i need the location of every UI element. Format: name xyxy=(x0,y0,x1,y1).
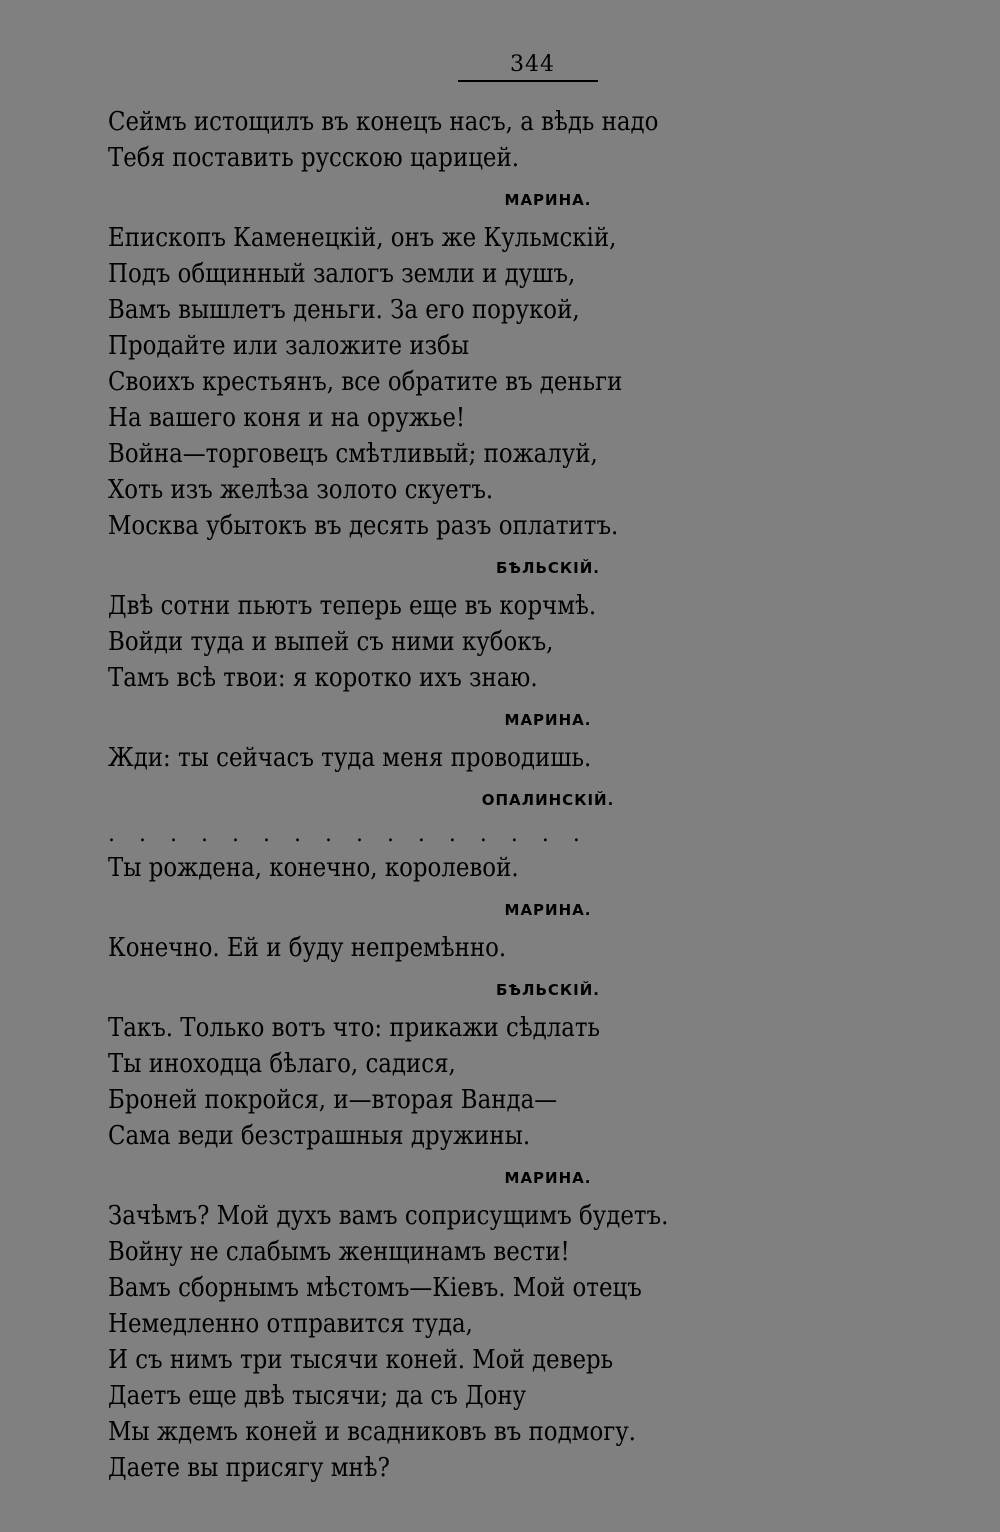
verse-line: Тамъ всѣ твои: я коротко ихъ знаю. xyxy=(108,663,538,693)
speaker-name: МАРИНА. xyxy=(504,901,592,919)
verse-block xyxy=(108,220,968,544)
verse-line: Епископъ Каменецкій, онъ же Кульмскій, xyxy=(108,223,617,253)
verse-line: Немедленно отправится туда, xyxy=(108,1309,473,1339)
speaker-name: МАРИНА. xyxy=(504,191,592,209)
omission-dots: ................ xyxy=(108,822,604,847)
speaker-name: БѢЛЬСКІЙ. xyxy=(495,981,601,999)
verse-line: И съ нимъ три тысячи коней. Мой деверь xyxy=(108,1345,614,1375)
verse-line: Мы ждемъ коней и всадниковъ въ подмогу. xyxy=(108,1417,636,1447)
verse-line: Своихъ крестьянъ, все обратите въ деньги xyxy=(108,367,623,397)
verse-line: Продайте или заложите избы xyxy=(108,331,470,361)
verse-line: Вамъ сборнымъ мѣстомъ—Кіевъ. Мой отецъ xyxy=(108,1273,642,1303)
verse-line: Даетъ еще двѣ тысячи; да съ Дону xyxy=(108,1381,527,1411)
verse-block xyxy=(108,850,968,886)
verse-line: Конечно. Ей и буду непремѣнно. xyxy=(108,933,507,963)
speaker-name: БѢЛЬСКІЙ. xyxy=(495,559,601,577)
verse-line: Двѣ сотни пьютъ теперь еще въ корчмѣ. xyxy=(108,591,597,621)
verse-line: Сеймъ истощилъ въ конецъ насъ, а вѣдь надо xyxy=(108,107,659,137)
verse-line: Подъ общинный залогъ земли и душъ, xyxy=(108,259,576,289)
verse-line: На вашего коня и на оружье! xyxy=(108,403,466,433)
verse-line: Даете вы присягу мнѣ? xyxy=(108,1453,390,1483)
verse-block xyxy=(108,1198,968,1486)
verse-line: Зачѣмъ? Мой духъ вамъ соприсущимъ будетъ. xyxy=(108,1201,669,1231)
verse-block xyxy=(108,930,968,966)
verse-line: Жди: ты сейчасъ туда меня проводишь. xyxy=(108,743,592,773)
page-number-rule xyxy=(458,80,598,82)
speaker-name: ОПАЛИНСКІЙ. xyxy=(481,791,615,809)
verse-line: Войну не слабымъ женщинамъ вести! xyxy=(108,1237,570,1267)
verse-line: Тебя поставить русскою царицей. xyxy=(108,143,519,173)
page-number: 344 xyxy=(510,52,555,77)
verse-line: Броней покройся, и—вторая Ванда— xyxy=(108,1085,558,1115)
verse-line: Москва убытокъ въ десять разъ оплатитъ. xyxy=(108,511,619,541)
verse-line: Сама веди безстрашныя дружины. xyxy=(108,1121,531,1151)
speaker-name: МАРИНА. xyxy=(504,1169,592,1187)
verse-line: Война—торговецъ смѣтливый; пожалуй, xyxy=(108,439,598,469)
verse-block xyxy=(108,740,968,776)
play-text xyxy=(108,104,968,1490)
verse-line: Хоть изъ желѣза золото скуетъ. xyxy=(108,475,494,505)
verse-line: Ты рождена, конечно, королевой. xyxy=(108,853,519,883)
verse-line: Такъ. Только вотъ что: прикажи сѣдлать xyxy=(108,1013,601,1043)
verse-line: Ты иноходца бѣлаго, садися, xyxy=(108,1049,456,1079)
verse-line: Вамъ вышлетъ деньги. За его порукой, xyxy=(108,295,580,325)
speaker-name: МАРИНА. xyxy=(504,711,592,729)
verse-line: Войди туда и выпей съ ними кубокъ, xyxy=(108,627,554,657)
verse-block xyxy=(108,588,968,696)
verse-block xyxy=(108,104,968,176)
verse-block xyxy=(108,1010,968,1154)
